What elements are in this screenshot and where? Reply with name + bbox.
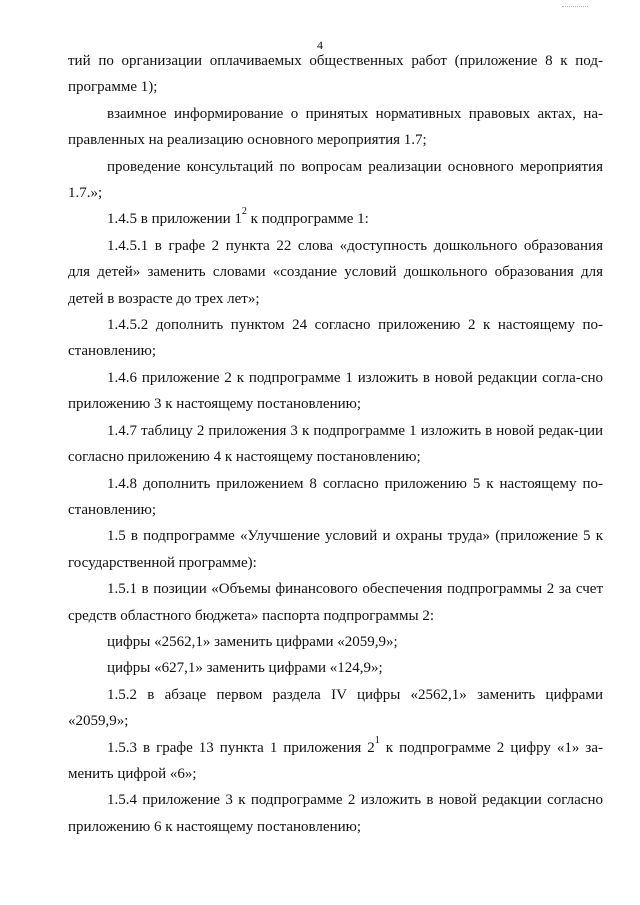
paragraph-text: цифры «2562,1» заменить цифрами «2059,9»; xyxy=(107,633,398,650)
paragraph xyxy=(68,48,603,101)
paragraph-text-continued: к подпрограмме 2 цифру «1» за-менить цифрой «6»; xyxy=(68,739,603,782)
paragraph xyxy=(68,206,603,232)
paragraph-text-continued: к подпрограмме 1: xyxy=(246,211,369,228)
paragraph xyxy=(68,682,603,735)
scan-corner-mark xyxy=(562,0,588,7)
paragraph-text: 1.4.5.1 в графе 2 пункта 22 слова «доступность дошкольного образования для детей» заменить словами «создание условий дошкольного образования для детей в возрасте до трех лет»; xyxy=(68,237,603,307)
paragraph xyxy=(68,523,603,576)
paragraph-text: цифры «627,1» заменить цифрами «124,9»; xyxy=(107,660,383,677)
paragraph xyxy=(68,471,603,524)
paragraph xyxy=(68,154,603,207)
page-number: 4 xyxy=(317,38,323,52)
paragraph xyxy=(68,735,603,788)
paragraph-text: 1.4.5.2 дополнить пунктом 24 согласно приложению 2 к настоящему по-становлению; xyxy=(68,317,603,360)
paragraph xyxy=(68,655,603,681)
paragraph xyxy=(68,365,603,418)
paragraph-text: 1.5.4 приложение 3 к подпрограмме 2 изложить в новой редакции согласно приложению 6 к настоящему постановлению; xyxy=(68,792,603,835)
superscript: 2 xyxy=(241,206,247,218)
paragraph-text: 1.5 в подпрограмме «Улучшение условий и охраны труда» (приложение 5 к государственной программе): xyxy=(68,528,603,571)
paragraph xyxy=(68,418,603,471)
paragraph xyxy=(68,629,603,655)
paragraph-text: 1.5.2 в абзаце первом раздела IV цифры «2562,1» заменить цифрами «2059,9»; xyxy=(68,686,603,730)
paragraph-text: 1.4.5 в приложении 1 xyxy=(107,211,242,228)
paragraph xyxy=(68,101,603,154)
paragraph-text: 1.5.3 в графе 13 пункта 1 приложения 2 xyxy=(107,739,375,756)
paragraph-text: проведение консультаций по вопросам реализации основного мероприятия 1.7.»; xyxy=(68,158,603,202)
paragraph-text: 1.4.6 приложение 2 к подпрограмме 1 изложить в новой редакции согла-сно приложению 3 к настоящему постановлению; xyxy=(68,369,603,413)
paragraph xyxy=(68,576,603,629)
paragraph xyxy=(68,233,603,312)
paragraph xyxy=(68,787,603,840)
paragraph-text: тий по организации оплачиваемых общественных работ (приложение 8 к под-программе 1); xyxy=(68,53,603,96)
paragraph-text: 1.4.8 дополнить приложением 8 согласно приложению 5 к настоящему по-становлению; xyxy=(68,475,603,518)
paragraph-text: 1.5.1 в позиции «Объемы финансового обеспечения подпрограммы 2 за счет средств областного бюджета» паспорта подпрограммы 2: xyxy=(68,581,603,624)
paragraph-text: 1.4.7 таблицу 2 приложения 3 к подпрограмме 1 изложить в новой редак-ции согласно приложению 4 к настоящему постановлению; xyxy=(68,422,603,466)
document-body xyxy=(68,48,603,840)
superscript: 1 xyxy=(374,734,380,746)
paragraph xyxy=(68,312,603,365)
paragraph-text: взаимное информирование о принятых нормативных правовых актах, на-правленных на реализацию основного мероприятия 1.7; xyxy=(68,105,603,149)
